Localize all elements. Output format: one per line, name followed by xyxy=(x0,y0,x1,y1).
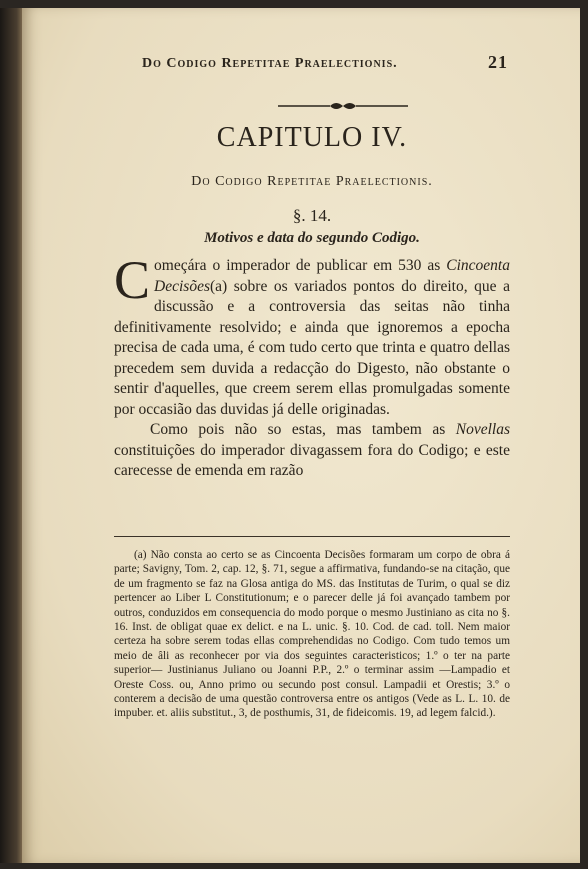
paragraph-1-rest: (a) sobre os variados pontos do direito, que a discussão e a controversia das seitas não tinha definitivamente resolvido; e ainda que ignoremos a epocha precisa de cada uma, é com tudo certo que trinta e quatro dellas precedem sem duvida a redacção do Digesto, não obstante o sentir d'aquelles, que creem serem ellas promulgadas somente por occasião das duvidas já delle originadas. xyxy=(114,277,510,418)
footnote-divider xyxy=(114,536,510,537)
paragraph-2-rest: constituições do imperador divagassem fora do Codigo; e este carecesse de emenda em razão xyxy=(114,441,510,479)
footnote xyxy=(114,548,510,721)
running-title: Do Codigo Repetitae Praelectionis. xyxy=(142,56,398,71)
section-number: §. 14. xyxy=(292,206,332,225)
footnote-text: (a) Não consta ao certo se as Cincoenta Decisões formaram um corpo de obra á parte; Savigny, Tom. 2, cap. 12, §. 71, segue a affirmativa, fundando-se na citação, que de um fragmento se faz na Glosa antiga do MS. das Institutas de Turim, o qual se diz pertencer ao Liber L Constitutionum; e o parecer delle já foi avançado tambem por outros, conduzidos em consequencia do modo porque o mesmo Justiniano as cita no §. 16. Inst. de obligat quae ex delict. e na L. unic. §. 10. Cod. de cad. toll. Nem maior certeza ha sobre serem todas ellas comprehendidas no Codigo. Com tudo temos um meio de âli as reconhecer por via dos seguintes caracteristicos; 1.º o ter na parte superior— Justinianus Juliano ou Joanni P.P., 2.º o terminar assim —Lampadio et Oreste Coss. ou, Anno primo ou secundo post consul. Lampadii et Orestis; 3.º o conterem a decisão de uma questão controversa entre os antigos (Vede as L. L. 10. de impuber. et. aliis substitut., 3, de posthumis, 31, de fideicomis. 19, ad legem falcid.). xyxy=(114,549,510,720)
paragraph-1 xyxy=(114,250,510,420)
section-title: Motivos e data do segundo Codigo. xyxy=(204,230,420,246)
book-page xyxy=(22,8,580,863)
drop-cap: C xyxy=(114,250,151,310)
book-spine-shadow xyxy=(0,8,24,863)
page-number: 21 xyxy=(488,52,508,72)
paragraph-2-italic: Novellas xyxy=(455,421,510,438)
paragraph-2-start: Como pois não so estas, mas tambem as xyxy=(150,421,456,438)
paragraph-2 xyxy=(114,420,510,482)
chapter-subheading: Do Codigo Repetitae Praelectionis. xyxy=(191,174,433,189)
paragraph-1-start: omeçára o imperador de publicar em 530 as xyxy=(154,257,447,274)
paragraph-1-italic: Cincoenta Decisões xyxy=(154,257,510,295)
ornament-rule xyxy=(278,100,408,112)
chapter-heading: CAPITULO IV. xyxy=(216,122,408,153)
main-text xyxy=(114,250,510,482)
